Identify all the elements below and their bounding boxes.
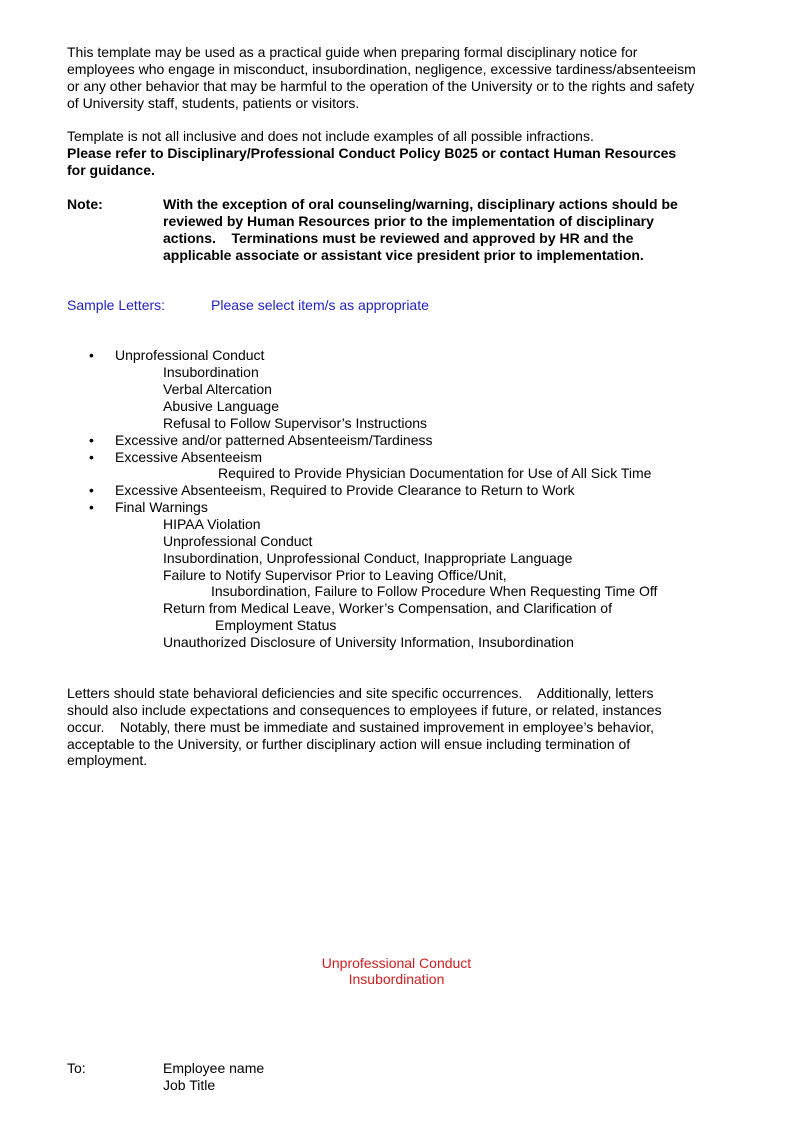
bullet-icon: • bbox=[89, 432, 94, 448]
list-subitem: Unauthorized Disclosure of University Information, Insubordination bbox=[163, 634, 574, 650]
list-subitem: Failure to Notify Supervisor Prior to Leaving Office/Unit, bbox=[163, 567, 507, 583]
letter-subtitle: Insubordination bbox=[348, 971, 445, 987]
intro-line: employees who engage in misconduct, insubordination, negligence, excessive tardiness/absenteeism bbox=[67, 61, 696, 77]
bullet-icon: • bbox=[89, 347, 94, 363]
note-line: applicable associate or assistant vice president prior to implementation. bbox=[163, 247, 644, 263]
closing-line: should also include expectations and consequences to employees if future, or related, instances bbox=[67, 702, 662, 718]
closing-line: acceptable to the University, or further disciplinary action will ensue including termination of bbox=[67, 736, 631, 752]
policy-reference: for guidance. bbox=[67, 162, 155, 178]
scope-line: Template is not all inclusive and does not include examples of all possible infractions. bbox=[67, 128, 594, 144]
note-line: With the exception of oral counseling/warning, disciplinary actions should be bbox=[163, 196, 678, 212]
list-subitem: Required to Provide Physician Documentation for Use of All Sick Time bbox=[218, 465, 652, 481]
policy-reference: Please refer to Disciplinary/Professional Conduct Policy B025 or contact Human Resources bbox=[67, 145, 677, 161]
sample-letters-label: Sample Letters: bbox=[67, 297, 166, 313]
employee-name-field: Employee name bbox=[163, 1060, 265, 1076]
bullet-icon: • bbox=[89, 482, 94, 498]
closing-line: employment. bbox=[67, 752, 148, 768]
list-subitem: Return from Medical Leave, Worker’s Compensation, and Clarification of bbox=[163, 600, 612, 616]
list-subitem: HIPAA Violation bbox=[163, 516, 261, 532]
list-subitem: Unprofessional Conduct bbox=[163, 533, 313, 549]
bullet-icon: • bbox=[89, 449, 94, 465]
list-subitem: Refusal to Follow Supervisor’s Instructions bbox=[163, 415, 428, 431]
intro-line: or any other behavior that may be harmful to the operation of the University or to the rights and safety bbox=[67, 78, 695, 94]
list-subitem: Abusive Language bbox=[163, 398, 279, 414]
intro-line: of University staff, students, patients or visitors. bbox=[67, 95, 360, 111]
list-subitem: Insubordination bbox=[163, 364, 259, 380]
note-line: actions. Terminations must be reviewed and approved by HR and the bbox=[163, 230, 634, 246]
bullet-icon: • bbox=[89, 499, 94, 515]
intro-line: This template may be used as a practical guide when preparing formal disciplinary notice for bbox=[67, 44, 638, 60]
sample-letters-instruction: Please select item/s as appropriate bbox=[211, 297, 429, 313]
closing-line: Letters should state behavioral deficiencies and site specific occurrences. Additionally, letters bbox=[67, 685, 654, 701]
list-item: Excessive and/or patterned Absenteeism/Tardiness bbox=[115, 432, 433, 448]
letter-title: Unprofessional Conduct bbox=[321, 955, 472, 971]
note-label: Note: bbox=[67, 196, 103, 212]
closing-line: occur. Notably, there must be immediate and sustained improvement in employee’s behavior, bbox=[67, 719, 655, 735]
list-item: Final Warnings bbox=[115, 499, 208, 515]
to-label: To: bbox=[67, 1060, 86, 1076]
list-item: Unprofessional Conduct bbox=[115, 347, 265, 363]
job-title-field: Job Title bbox=[163, 1077, 216, 1093]
list-subitem: Employment Status bbox=[215, 617, 337, 633]
list-subitem: Insubordination, Failure to Follow Procedure When Requesting Time Off bbox=[211, 583, 658, 599]
note-line: reviewed by Human Resources prior to the implementation of disciplinary bbox=[163, 213, 654, 229]
list-subitem: Insubordination, Unprofessional Conduct, Inappropriate Language bbox=[163, 550, 573, 566]
list-item: Excessive Absenteeism bbox=[115, 449, 263, 465]
list-item: Excessive Absenteeism, Required to Provide Clearance to Return to Work bbox=[115, 482, 575, 498]
list-subitem: Verbal Altercation bbox=[163, 381, 272, 397]
